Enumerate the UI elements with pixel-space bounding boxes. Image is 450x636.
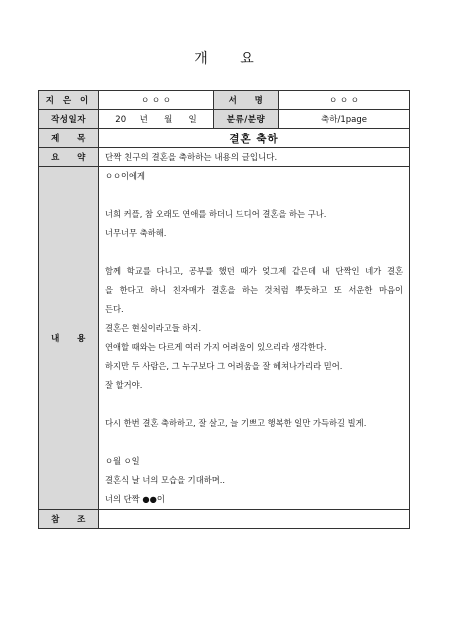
subject-label: 제 목 — [39, 129, 99, 148]
subject-value: 결혼 축하 — [99, 129, 410, 148]
letter-line: 함께 학교를 다니고, 공부를 했던 때가 엊그제 같은데 내 단짝인 네가 결혼 — [105, 266, 403, 276]
letter-line: 다시 한번 결혼 축하하고, 잘 살고, 늘 기쁘고 행복한 일만 가득하길 빌게. — [105, 418, 367, 428]
letter-closing-date: ㅇ월 ㅇ일 — [105, 456, 140, 466]
summary-label: 요 약 — [39, 148, 99, 167]
date-year-prefix: 20 — [115, 115, 127, 125]
summary-value: 단짝 친구의 결혼을 축하하는 내용의 글입니다. — [99, 148, 410, 167]
letter-line: 을 한다고 하니 친자매가 결혼을 하는 것처럼 뿌듯하고 또 서운한 마음이 — [105, 285, 403, 295]
category-label: 분류/분량 — [214, 110, 279, 129]
date-label: 작성일자 — [39, 110, 99, 129]
letter-gap — [105, 243, 403, 262]
letter-line: 든다. — [105, 304, 124, 314]
content-cell — [99, 167, 410, 510]
date-year-unit: 년 — [139, 115, 148, 125]
summary-form-table — [38, 90, 410, 529]
letter-line: 하지만 두 사람은, 그 누구보다 그 어려움을 잘 헤쳐나가리라 믿어. — [105, 361, 343, 371]
reference-row — [39, 510, 410, 529]
date-day-unit: 일 — [188, 115, 197, 125]
content-row — [39, 167, 410, 510]
letter-line: 연애할 때와는 다르게 여러 가지 어려움이 있으리라 생각한다. — [105, 342, 327, 352]
subject-row — [39, 129, 410, 148]
letter-closing-line: 결혼식 날 너의 모습을 기대하며.. — [105, 475, 226, 485]
letter-line: 너희 커플, 참 오래도 연애를 하더니 드디어 결혼을 하는 구나. — [105, 209, 327, 219]
author-value: ㅇ ㅇ ㅇ — [99, 91, 214, 110]
letter-gap — [105, 186, 403, 205]
date-value — [99, 110, 214, 129]
letter-line: 너무너무 축하해. — [105, 228, 167, 238]
document-title — [0, 48, 450, 68]
letter-signoff: 너의 단짝 ●●이 — [105, 494, 165, 504]
letter-salutation: ㅇㅇ이에게 — [105, 171, 146, 181]
reference-label: 참 조 — [39, 510, 99, 529]
letter-line: 잘 할거야. — [105, 380, 143, 390]
date-category-row — [39, 110, 410, 129]
date-month-unit: 월 — [164, 115, 173, 125]
content-label: 내 용 — [39, 167, 99, 510]
letter-gap — [105, 395, 403, 414]
signature-label: 서 명 — [214, 91, 279, 110]
reference-value — [99, 510, 410, 529]
letter-body — [105, 167, 403, 509]
document-title-char-2: 요 — [240, 51, 256, 67]
document-title-char-1: 개 — [194, 51, 210, 67]
letter-line: 결혼은 현실이라고들 하지. — [105, 323, 202, 333]
author-label: 지 은 이 — [39, 91, 99, 110]
signature-value: ㅇ ㅇ ㅇ — [279, 91, 410, 110]
category-value: 축하/1page — [279, 110, 410, 129]
author-row — [39, 91, 410, 110]
letter-gap — [105, 433, 403, 452]
summary-row — [39, 148, 410, 167]
